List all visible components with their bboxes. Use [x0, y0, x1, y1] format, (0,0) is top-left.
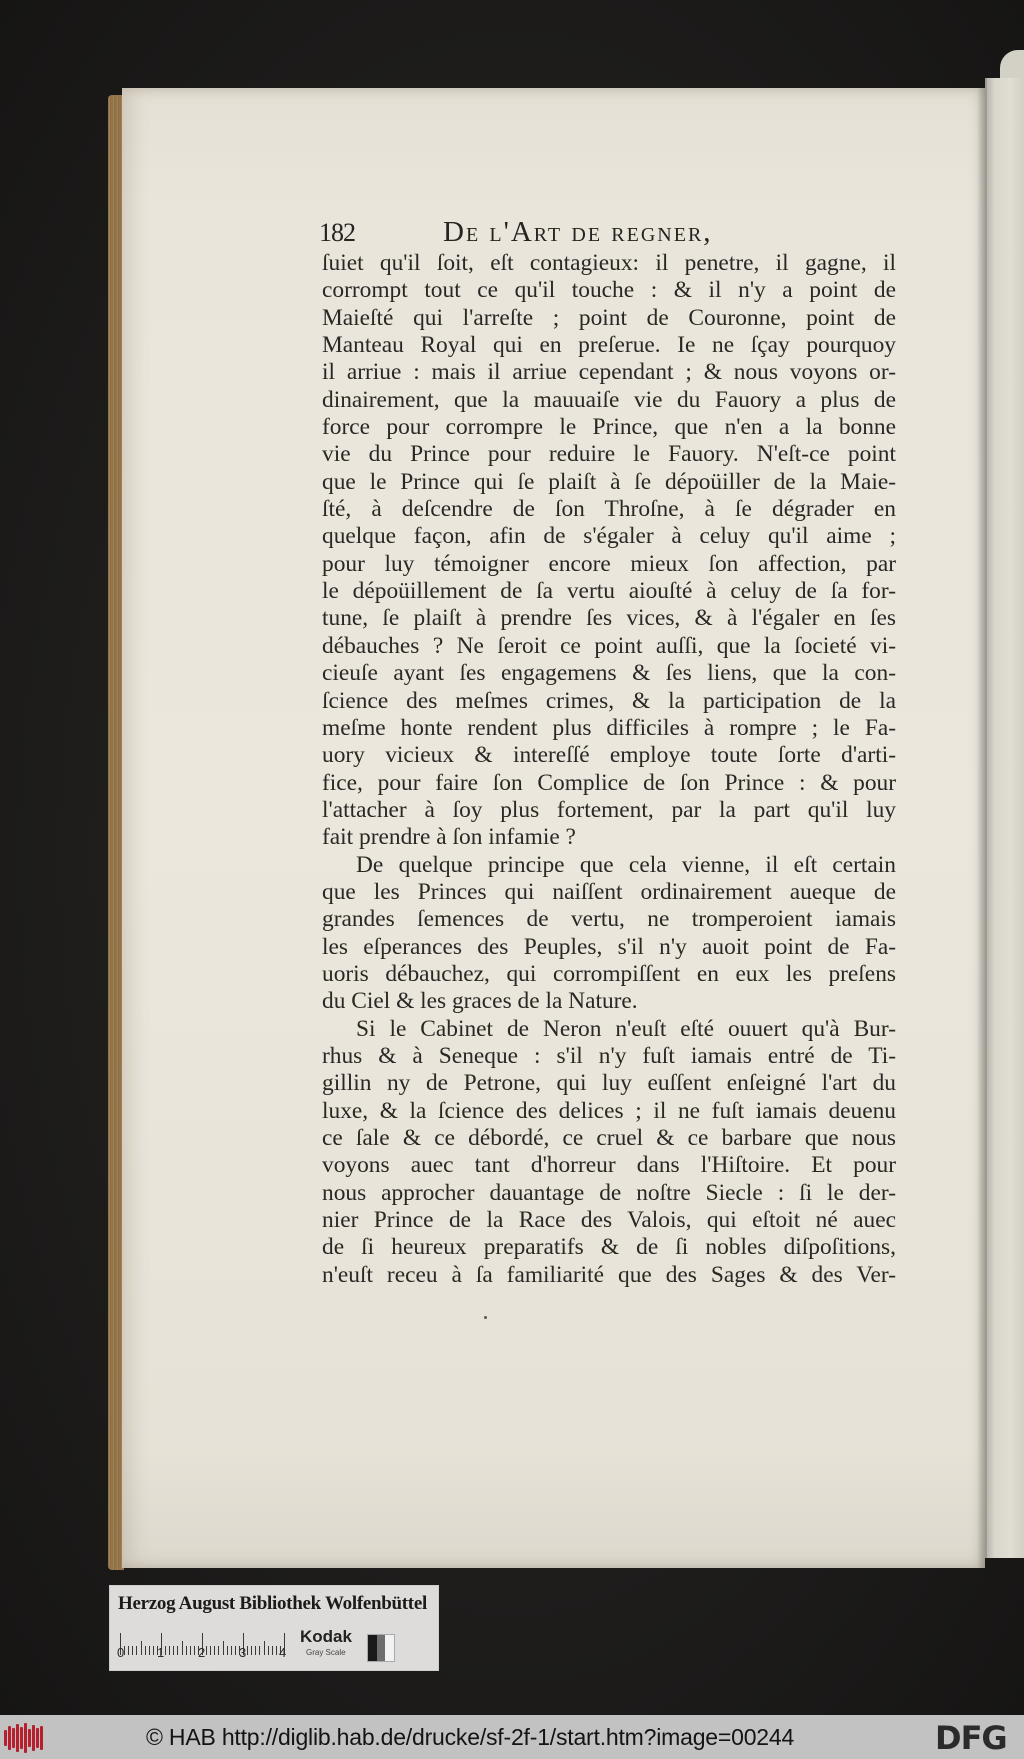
library-name: Herzog August Bibliothek Wolfenbüttel: [118, 1593, 427, 1614]
ruler-tick: [214, 1646, 215, 1655]
running-head: [319, 216, 919, 250]
text-line: que le Prince qui ſe plaiſt à ſe dépoüiller de la Maie-: [322, 468, 896, 495]
kodak-brand: Kodak: [300, 1627, 352, 1646]
text-line: Maieſté qui l'arreſte ; point de Couronne, point de: [322, 304, 896, 331]
text-line: corrompt tout ce qu'il touche : & il n'y a point de: [322, 277, 896, 304]
logo-bar: [40, 1726, 43, 1750]
ruler-tick: [173, 1646, 174, 1655]
text-line: ſuiet qu'il ſoit, eſt contagieux: il penetre, il gagne, il: [322, 250, 896, 276]
text-line: ce ſale & ce débordé, ce cruel & ce barbare que nous: [322, 1125, 896, 1151]
logo-bar: [16, 1724, 19, 1752]
running-head-title: De l'Art de regner,: [443, 216, 713, 248]
logo-bar: [12, 1728, 15, 1748]
ruler-tick: [251, 1646, 252, 1655]
ruler-tick: [153, 1646, 154, 1655]
footer-bar: [0, 1715, 1024, 1759]
ruler-tick: [264, 1641, 265, 1655]
text-line: les eſperances des Peuples, s'il n'y auoit point de Fa-: [322, 933, 896, 960]
ruler-tick: [136, 1646, 137, 1655]
page-number: 182: [319, 218, 355, 247]
gray-patch: [377, 1635, 386, 1661]
text-line: que les Princes qui naiſſent ordinairement aueque de: [322, 878, 896, 905]
ruler-tick: [149, 1646, 150, 1655]
text-line: vie du Prince pour reduire le Fauory. N'eſt-ce point: [322, 441, 896, 468]
ruler-tick: [182, 1641, 183, 1655]
copyright-url[interactable]: © HAB http://diglib.hab.de/drucke/sf-2f-1/start.htm?image=00244: [146, 1724, 795, 1750]
text-line: quelque façon, afin de s'égaler à celuy qu'il aime ;: [322, 523, 896, 550]
gray-patch: [385, 1635, 394, 1661]
ruler-tick: [190, 1646, 191, 1655]
dfg-logo-icon: DFG: [935, 1719, 1007, 1757]
text-line: le dépoüillement de ſa vertu aiouſté à celuy de ſa for-: [322, 578, 896, 605]
next-page-edge: [985, 78, 1024, 1558]
print-mark: [484, 1316, 487, 1319]
body-text: [322, 250, 896, 1289]
grayscale-label: Gray Scale: [306, 1648, 346, 1657]
text-line: voyons auec tant d'horreur dans l'Hiſtoire. Et pour: [322, 1152, 896, 1179]
color-target-card: [109, 1585, 439, 1671]
text-line: n'euſt receu à ſa familiarité que des Sages & des Ver-: [322, 1261, 896, 1288]
ruler-tick: [165, 1646, 166, 1655]
ruler-tick: [231, 1646, 232, 1655]
gray-scale-swatch: [367, 1634, 395, 1662]
text-line: luxe, & la ſcience des delices ; il ne fuſt iamais deuenu: [322, 1097, 896, 1124]
text-line: Manteau Royal qui en preſerue. Ie ne ſçay pourquoy: [322, 332, 896, 359]
ruler-tick: [128, 1646, 129, 1655]
text-line: pour luy témoigner encore mieux ſon affection, par: [322, 550, 896, 577]
text-line: De quelque principe que cela vienne, il eſt certain: [356, 851, 896, 878]
text-line: l'attacher à ſoy plus fortement, par la part qu'il luy: [322, 796, 896, 823]
text-line: uory vicieux & intereſſé employe toute ſorte d'arti-: [322, 742, 896, 769]
text-line: ſté, à deſcendre de ſon Throſne, à ſe dégrader en: [322, 496, 896, 523]
gray-patch: [368, 1635, 377, 1661]
ruler-label: 0: [117, 1645, 125, 1660]
ruler-tick: [259, 1646, 260, 1655]
text-line: nier Prince de la Race des Valois, qui eſtoit né auec: [322, 1207, 896, 1234]
ruler-tick: [218, 1646, 219, 1655]
ruler-tick: [235, 1646, 236, 1655]
text-line: force pour corrompre le Prince, que n'en a la bonne: [322, 414, 896, 441]
ruler-tick: [194, 1646, 195, 1655]
logo-bar: [32, 1725, 35, 1751]
ruler-tick: [132, 1646, 133, 1655]
ruler-tick: [268, 1646, 269, 1655]
ruler-label: 1: [157, 1645, 165, 1660]
ruler-tick: [141, 1641, 142, 1655]
ruler-tick: [124, 1646, 125, 1655]
logo-bar: [36, 1728, 39, 1748]
ruler-tick: [186, 1646, 187, 1655]
logo-bar: [4, 1730, 7, 1746]
text-line: fice, pour faire ſon Complice de ſon Prince : & pour: [322, 769, 896, 796]
ruler-label: 3: [239, 1645, 247, 1660]
text-line: du Ciel & les graces de la Nature.: [322, 988, 638, 1015]
ruler-tick: [276, 1646, 277, 1655]
ruler-tick: [227, 1646, 228, 1655]
ruler-tick: [206, 1646, 207, 1655]
text-line: gillin ny de Petrone, qui luy euſſent enſeigné l'art du: [322, 1070, 896, 1097]
ruler-tick: [247, 1646, 248, 1655]
text-line: débauches ? Ne ſeroit ce point auſſi, que la ſocieté vi-: [322, 632, 896, 659]
logo-bar: [28, 1729, 31, 1747]
ruler-tick: [145, 1646, 146, 1655]
ruler-tick: [210, 1646, 211, 1655]
logo-bar: [8, 1726, 11, 1750]
ruler-tick: [169, 1646, 170, 1655]
text-line: rhus & à Seneque : s'il n'y fuſt iamais entré de Ti-: [322, 1042, 896, 1069]
ruler-tick: [255, 1646, 256, 1655]
text-line: meſme honte rendent plus difficiles à rompre ; le Fa-: [322, 714, 896, 741]
text-line: dinairement, que la mauuaiſe vie du Fauory a plus de: [322, 386, 896, 413]
text-line: ſcience des meſmes crimes, & la participation de la: [322, 687, 896, 714]
text-line: cieuſe ayant ſes engagemens & ſes liens, que la con-: [322, 660, 896, 687]
ruler-label: 2: [198, 1645, 206, 1660]
text-line: nous approcher dauantage de noſtre Siecle : ſi le der-: [322, 1179, 896, 1206]
hab-logo-icon: [4, 1723, 44, 1753]
ruler-tick: [177, 1646, 178, 1655]
text-line: grandes ſemences de vertu, ne tromperoient iamais: [322, 906, 896, 933]
ruler-tick: [223, 1641, 224, 1655]
text-line: il arriue : mais il arriue cependant ; & nous voyons or-: [322, 359, 896, 386]
text-line: tune, ſe plaiſt à prendre ſes vices, & à l'égaler en ſes: [322, 605, 896, 632]
logo-bar: [24, 1723, 27, 1753]
text-line: de ſi heureux preparatifs & de ſi nobles diſpoſitions,: [322, 1234, 896, 1261]
text-line: Si le Cabinet de Neron n'euſt eſté ouuert qu'à Bur-: [356, 1015, 896, 1042]
ruler-tick: [272, 1646, 273, 1655]
text-line: fait prendre à ſon infamie ?: [322, 824, 576, 851]
logo-bar: [20, 1727, 23, 1749]
text-line: uoris débauchez, qui corrompiſſent en eux les preſens: [322, 960, 896, 987]
ruler-label: 4: [279, 1645, 287, 1660]
